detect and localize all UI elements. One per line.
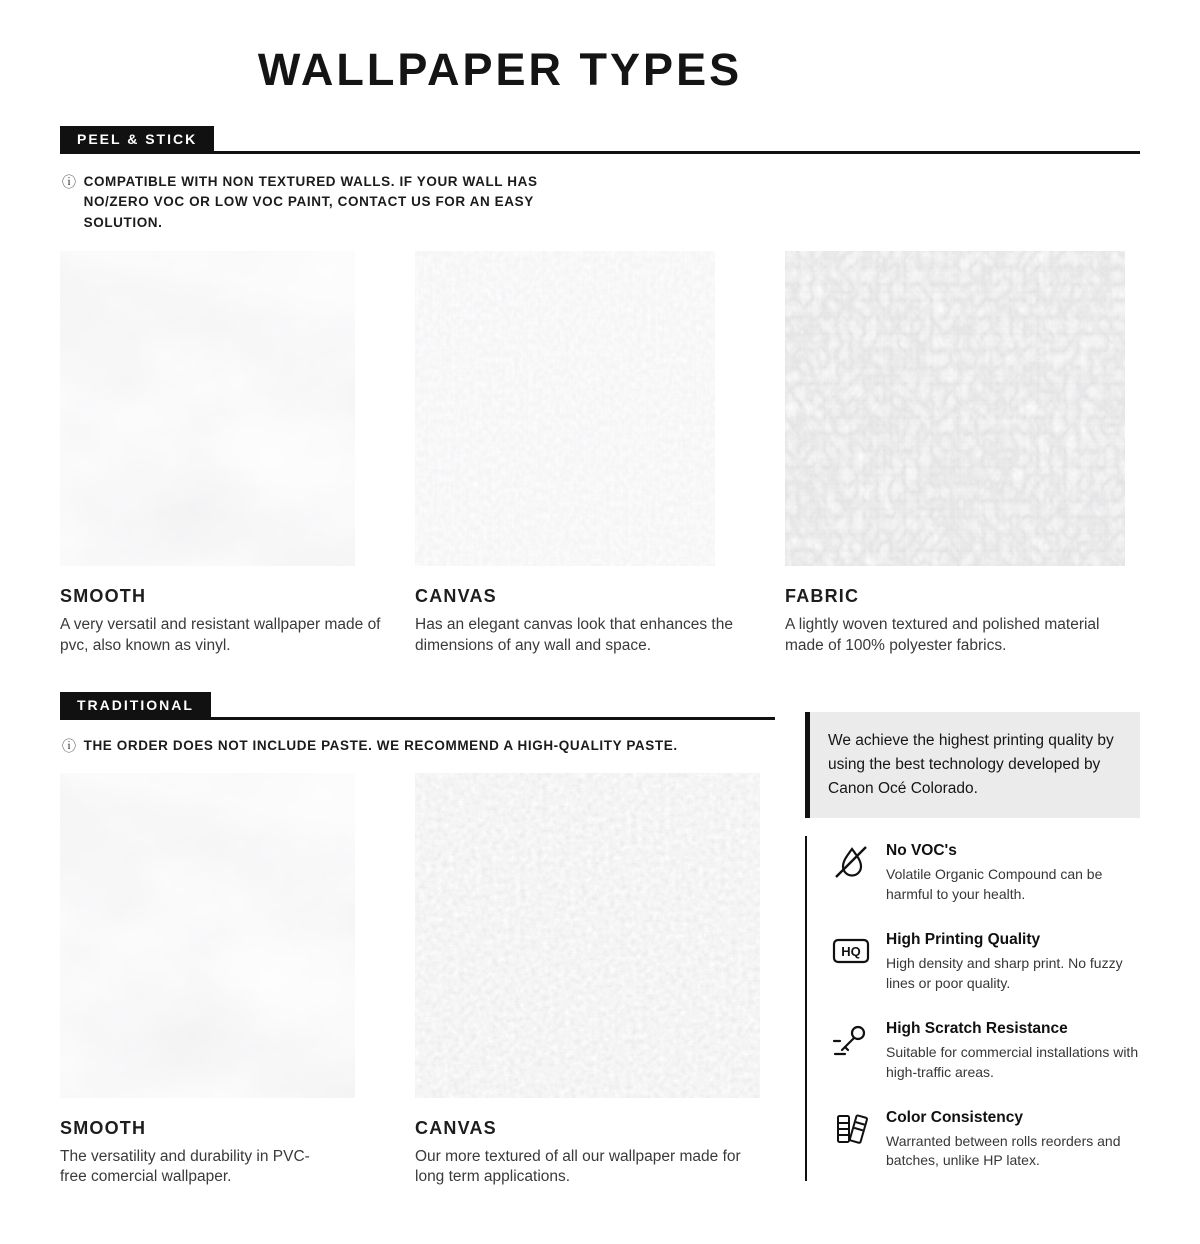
smooth-texture <box>60 251 355 566</box>
swatch-label-canvas: CANVAS <box>415 1117 497 1138</box>
swatch-image-smooth-peel-stick <box>60 251 355 566</box>
feature-list <box>805 836 1140 1181</box>
svg-text:HQ: HQ <box>841 944 861 960</box>
swatch-description-smooth: The versatility and durability in PVC-free comercial wallpaper. <box>60 1147 310 1186</box>
no-voc-icon <box>831 842 871 882</box>
swatch-column-fabric <box>785 251 1125 657</box>
swatch-row-traditional <box>60 773 775 1189</box>
scratch-resistance-icon <box>831 1020 871 1060</box>
swatch-description-smooth: A very versatil and resistant wallpaper made of pvc, also known as vinyl. <box>60 615 381 654</box>
info-icon: ⓘ <box>62 174 77 190</box>
section-peel-and-stick <box>0 126 1200 656</box>
smooth-texture <box>60 773 355 1098</box>
swatch-image-fabric-peel-stick <box>785 251 1125 566</box>
feature-text <box>886 1109 1141 1172</box>
swatch-column-canvas <box>415 251 733 657</box>
feature-description: High density and sharp print. No fuzzy lines or poor quality. <box>886 955 1123 991</box>
feature-color-consistency <box>831 1109 1140 1172</box>
info-note-text: THE ORDER DOES NOT INCLUDE PASTE. WE RECOMMEND A HIGH-QUALITY PASTE. <box>83 738 678 754</box>
swatch-description-canvas: Has an elegant canvas look that enhances the dimensions of any wall and space. <box>415 615 733 654</box>
stucco-texture <box>415 773 760 1098</box>
fabric-texture <box>785 251 1125 566</box>
info-note-text: COMPATIBLE WITH NON TEXTURED WALLS. IF YOUR WALL HAS NO/ZERO VOC OR LOW VOC PAINT, CONTACT US FOR AN EASY SOLUTION. <box>83 174 538 230</box>
section-badge-traditional: TRADITIONAL <box>60 692 211 717</box>
swatch-image-canvas-peel-stick <box>415 251 715 566</box>
feature-title: Color Consistency <box>886 1108 1023 1126</box>
feature-description: Volatile Organic Compound can be harmful to your health. <box>886 866 1103 903</box>
swatch-column-smooth-traditional <box>60 773 355 1189</box>
swatch-label-smooth: SMOOTH <box>60 1117 147 1138</box>
swatch-row-peel-and-stick <box>60 251 1200 657</box>
feature-title: High Printing Quality <box>886 931 1041 949</box>
color-consistency-icon <box>831 1109 871 1149</box>
feature-text <box>886 1020 1141 1083</box>
feature-text <box>886 931 1141 994</box>
canvas-texture <box>415 251 715 566</box>
wallpaper-types-infographic <box>0 44 1200 1244</box>
feature-no-voc <box>831 842 1140 905</box>
bottom-area <box>60 692 1140 1188</box>
page-title: WALLPAPER TYPES <box>257 44 743 95</box>
feature-text <box>886 842 1141 905</box>
swatch-description-fabric: A lightly woven textured and polished material made of 100% polyester fabrics. <box>785 615 1100 654</box>
section-header-peel-and-stick <box>60 126 1140 154</box>
printing-quality-callout: We achieve the highest printing quality by using the best technology developed by Canon Océ Colorado. <box>805 712 1140 818</box>
quality-sidebar <box>805 692 1140 1188</box>
info-note-peel-and-stick <box>62 172 1200 233</box>
hq-icon <box>831 931 871 971</box>
feature-high-printing-quality <box>831 931 1140 994</box>
info-icon: ⓘ <box>62 738 77 755</box>
swatch-label-fabric: FABRIC <box>785 585 860 606</box>
swatch-image-canvas-traditional <box>415 773 760 1098</box>
section-badge-peel-and-stick: PEEL & STICK <box>60 126 214 151</box>
feature-description: Warranted between rolls reorders and batches, unlike HP latex. <box>886 1132 1121 1169</box>
feature-title: High Scratch Resistance <box>886 1019 1068 1037</box>
swatch-label-smooth: SMOOTH <box>60 585 147 606</box>
section-header-traditional <box>60 692 775 720</box>
info-note-traditional <box>62 736 775 756</box>
feature-description: Suitable for commercial installations with high-traffic areas. <box>886 1043 1139 1080</box>
feature-high-scratch-resistance <box>831 1020 1140 1083</box>
swatch-column-canvas-traditional <box>415 773 760 1189</box>
swatch-column-smooth <box>60 251 381 657</box>
feature-title: No VOC's <box>886 842 957 860</box>
swatch-image-smooth-traditional <box>60 773 355 1098</box>
section-traditional <box>60 692 775 1188</box>
swatch-description-canvas: Our more textured of all our wallpaper made for long term applications. <box>415 1147 741 1186</box>
swatch-label-canvas: CANVAS <box>415 585 497 606</box>
